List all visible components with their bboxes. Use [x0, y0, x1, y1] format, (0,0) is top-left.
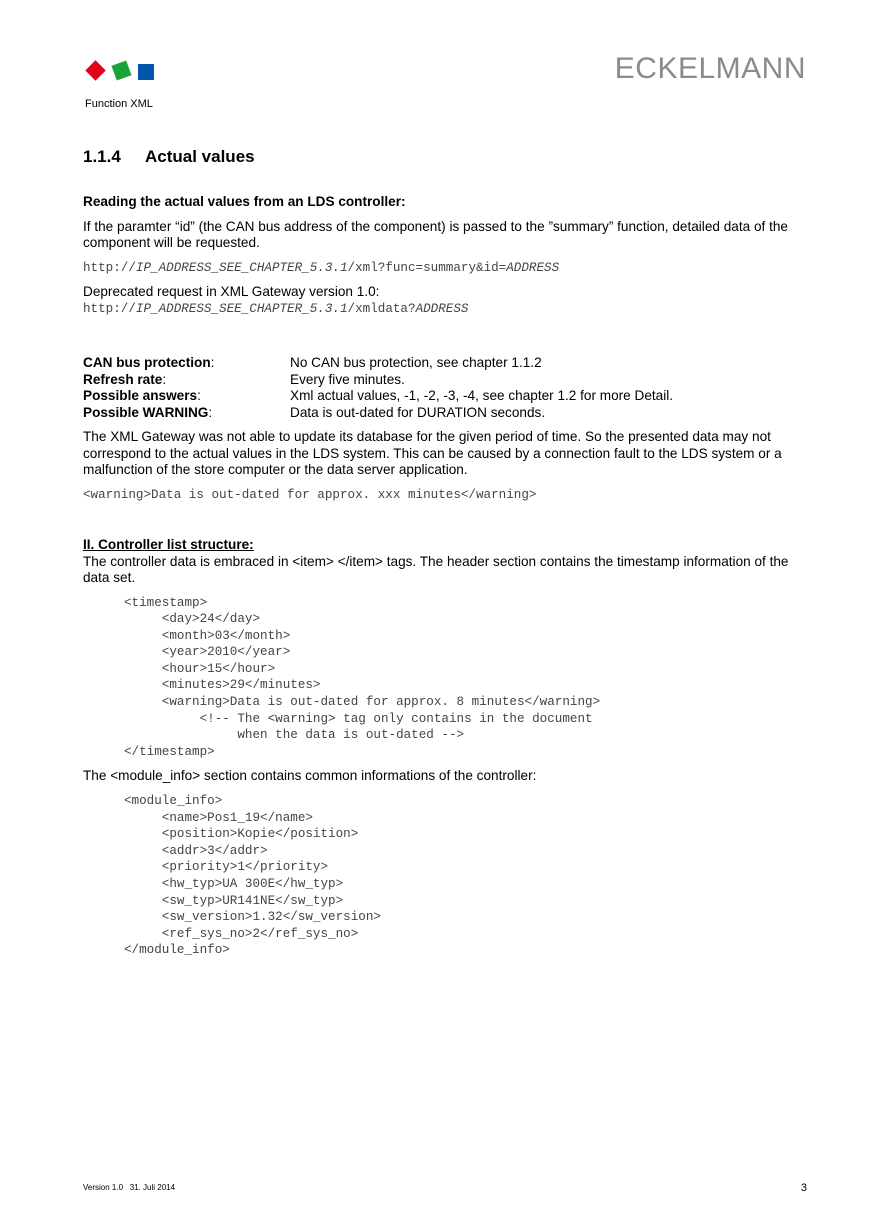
deprecated-url — [83, 301, 805, 318]
module-info-code-block: <module_info> <name>Pos1_19</name> <position>Kopie</position> <addr>3</addr> <priority>1</priority> <hw_typ>UA 300E</hw_typ> <sw_typ>UR141NE</sw_typ> <sw_version>1.32</sw_version> <ref_sys_no>2</ref_sys_no> </module_info> — [124, 793, 381, 958]
property-key: Refresh rate: — [83, 371, 167, 387]
property-value: No CAN bus protection, see chapter 1.1.2 — [290, 355, 542, 370]
url-address: ADDRESS — [415, 301, 469, 316]
timestamp-code-block: <timestamp> <day>24</day> <month>03</month> <year>2010</year> <hour>15</hour> <minutes>29</minutes> <warning>Data is out-dated for approx. 8 minutes</warning> <!-- The <warning> tag only contains in the document when the data is out-dated --> </timestamp> — [124, 595, 601, 759]
page-number: 3 — [800, 1182, 807, 1194]
url-address: ADDRESS — [506, 260, 560, 275]
controller-intro: The controller data is embraced in <item> </item> tags. The header section contains the timestamp information of the data set. — [83, 553, 789, 585]
warning-code: <warning>Data is out-dated for approx. xxx minutes</warning> — [83, 487, 537, 502]
reading-heading: Reading the actual values from an LDS controller: — [83, 194, 406, 209]
section-number: 1.1.4 — [83, 147, 121, 166]
properties-table — [83, 355, 805, 421]
deprecated-label: Deprecated request in XML Gateway version 1.0: — [83, 284, 380, 299]
section-title-text: Actual values — [145, 147, 255, 166]
url-prefix: http:// — [83, 260, 136, 275]
main-content — [83, 194, 805, 967]
url-prefix: http:// — [83, 301, 136, 316]
warning-explanation: The XML Gateway was not able to update its database for the given period of time. So the presented data may not correspond to the actual values in the LDS system. This can be caused by a connection fault to the LDS system or a malfunction of the store computer or the data server application. — [83, 429, 782, 477]
module-intro: The <module_info> section contains common informations of the controller: — [83, 768, 537, 784]
reading-intro: If the paramter “id” (the CAN bus address of the component) is passed to the ”summary” function, detailed data of the component will be requested. — [83, 218, 788, 250]
url-ip: IP_ADDRESS_SEE_CHAPTER_5.3.1 — [135, 260, 348, 275]
property-key: Possible answers: — [83, 388, 201, 403]
property-key: CAN bus protection: — [83, 355, 215, 370]
url-ip: IP_ADDRESS_SEE_CHAPTER_5.3.1 — [135, 301, 348, 316]
url-path: /xmldata? — [347, 301, 416, 316]
summary-url — [83, 260, 805, 277]
property-key: Possible WARNING: — [83, 404, 213, 420]
logo-green-square — [111, 60, 131, 80]
property-value: Xml actual values, -1, -2, -3, -4, see chapter 1.2 for more Detail. — [290, 388, 674, 403]
brand-logo: ECKELMANN — [614, 52, 806, 85]
property-value: Every five minutes. — [290, 371, 405, 387]
property-value: Data is out-dated for DURATION seconds. — [290, 404, 546, 420]
section-title — [83, 147, 255, 167]
controller-heading: II. Controller list structure: — [83, 537, 254, 552]
header-label: Function XML — [85, 98, 153, 110]
logo-red-square — [85, 60, 105, 80]
url-path: /xml?func=summary&id= — [347, 260, 507, 275]
logo-blue-square — [138, 64, 154, 80]
logo — [85, 58, 157, 84]
footer-version: Version 1.0 31. Juli 2014 — [83, 1183, 176, 1192]
